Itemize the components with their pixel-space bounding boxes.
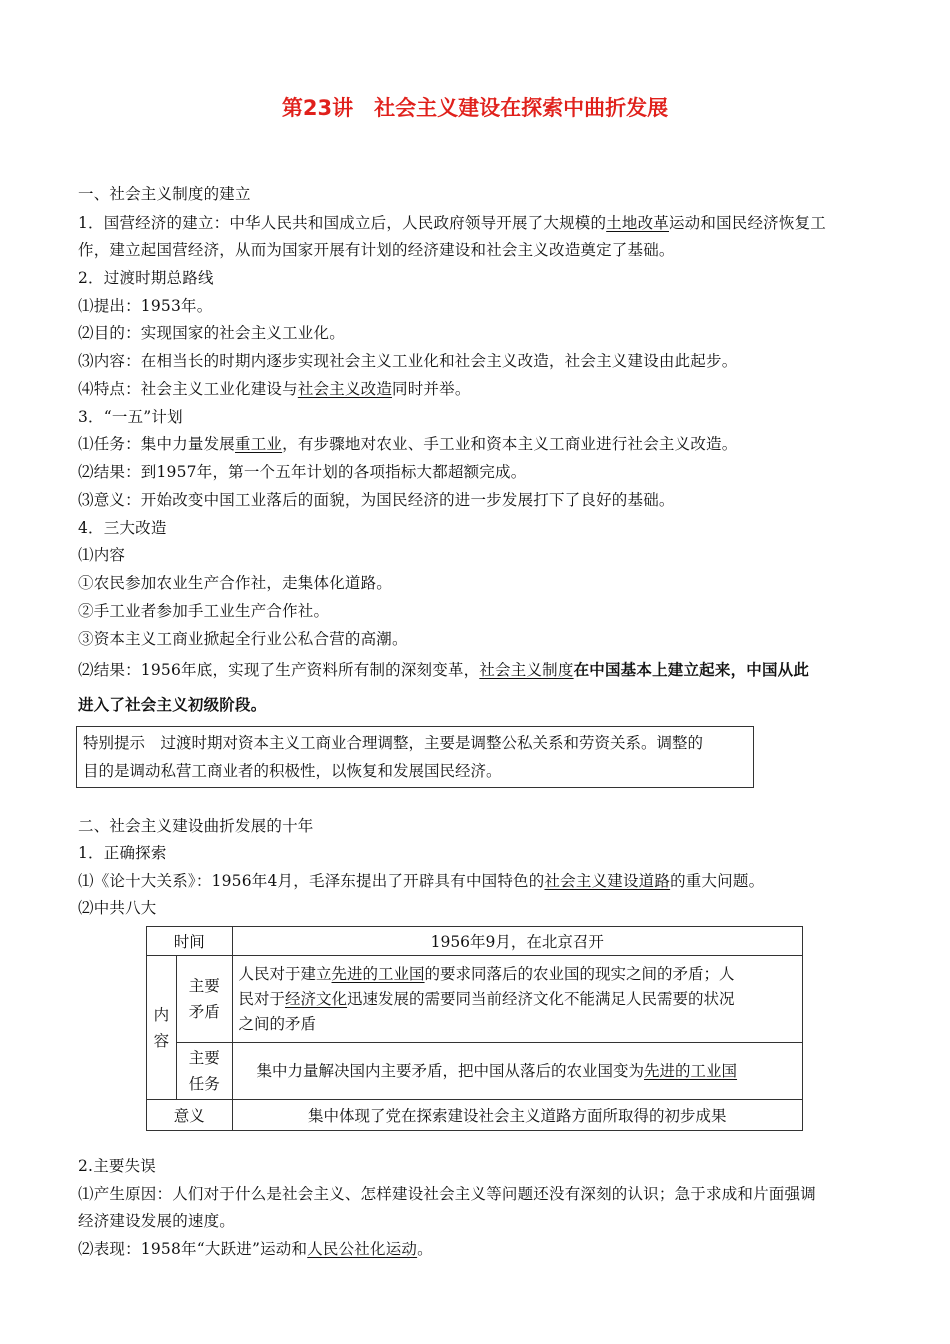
contradiction-label: [176, 956, 232, 1043]
text: 迅速发展的需要同当前经济文化不能满足人民需要的状况: [347, 989, 735, 1008]
paragraph-s2-2-item-2: [78, 1239, 878, 1259]
text: ⑵结果：1956年底，实现了生产资料所有制的深刻变革，: [78, 661, 480, 679]
paragraph-3-item-3: ⑶意义：开始改变中国工业落后的面貌，为国民经济的进一步发展打下了良好的基础。: [78, 491, 675, 509]
contradiction-line-2: [239, 987, 796, 1012]
contradiction-label-1: 主要: [188, 977, 220, 995]
tip-box: [76, 726, 754, 788]
paragraph-1-line-1: [78, 213, 878, 233]
text: 。: [417, 1240, 433, 1258]
paragraph-s2-1-item-1: [78, 871, 878, 891]
contradiction-line-3: 之间的矛盾: [238, 1014, 317, 1033]
paragraph-s2-2-item-1-line-1: ⑴产生原因：人们对于什么是社会主义、怎样建设社会主义等问题还没有深刻的认识；急于求成和片面强调: [78, 1185, 816, 1203]
tip-line-1: 特别提示 过渡时期对资本主义工商业合理调整，主要是调整公私关系和劳资关系。调整的: [83, 734, 704, 752]
paragraph-2-item-3: ⑶内容：在相当长的时期内逐步实现社会主义工业化和社会主义改造，社会主义建设由此起步。: [78, 352, 738, 370]
underlined-term: 社会主义改造: [297, 380, 393, 398]
underlined-term: 先进的工业国: [331, 964, 425, 983]
section-1-heading: 一、社会主义制度的建立: [78, 185, 251, 203]
table-row-time: [147, 927, 803, 956]
time-value: 1956年9月，在北京召开: [232, 927, 802, 956]
underlined-term: 社会主义制度: [479, 661, 574, 679]
page-title: 第23讲 社会主义建设在探索中曲折发展: [281, 96, 669, 120]
paragraph-2-item-4: [78, 379, 878, 399]
text: ⑵表现：1958年“大跃进”运动和: [78, 1240, 308, 1258]
underlined-term: 人民公社化运动: [307, 1240, 418, 1258]
task-label-1: 主要: [188, 1049, 220, 1067]
time-label: 时间: [147, 927, 233, 956]
paragraph-3-item-2: ⑵结果：到1957年，第一个五年计划的各项指标大都超额完成。: [78, 463, 527, 481]
text: 同时并举。: [392, 380, 471, 398]
paragraph-4-item-2-line-2: 进入了社会主义初级阶段。: [78, 696, 267, 714]
paragraph-2-item-1: ⑴提出：1953年。: [78, 297, 213, 315]
paragraph-s2-2-item-1-line-2: 经济建设发展的速度。: [78, 1212, 236, 1230]
underlined-term: 先进的工业国: [644, 1061, 738, 1080]
text: ⑴任务：集中力量发展: [78, 435, 236, 453]
text: 人民对于建立: [238, 964, 332, 983]
task-label: [176, 1043, 232, 1100]
underlined-term: 经济文化: [285, 989, 348, 1008]
text: 的要求同落后的农业国的现实之间的矛盾；人: [424, 964, 735, 983]
paragraph-s2-1-heading: 1．正确探索: [78, 844, 167, 862]
table-row-significance: [147, 1100, 803, 1131]
tip-line-2: 目的是调动私营工商业者的积极性，以恢复和发展国民经济。: [83, 762, 502, 780]
paragraph-4-item-1c: ③资本主义工商业掀起全行业公私合营的高潮。: [78, 630, 408, 648]
contradiction-line-1: [239, 962, 796, 987]
text: ⑷特点：社会主义工业化建设与: [78, 380, 298, 398]
paragraph-4-item-1a: ①农民参加农业生产合作社，走集体化道路。: [78, 574, 393, 592]
text: 1．国营经济的建立：中华人民共和国成立后，人民政府领导开展了大规模的: [78, 214, 607, 232]
table-row-contradiction: [147, 956, 803, 1043]
significance-value: 集中体现了党在探索建设社会主义道路方面所取得的初步成果: [232, 1100, 802, 1131]
significance-label: 意义: [147, 1100, 233, 1131]
paragraph-2-item-2: ⑵目的：实现国家的社会主义工业化。: [78, 324, 345, 342]
paragraph-3-item-1: [78, 434, 878, 454]
underlined-term: 重工业: [235, 435, 283, 453]
underlined-term: 社会主义建设道路: [544, 872, 671, 890]
table-row-task: [147, 1043, 803, 1100]
paragraph-1-line-2: 作，建立起国营经济，从而为国家开展有计划的经济建设和社会主义改造奠定了基础。: [78, 241, 675, 259]
text: 运动和国民经济恢复工: [668, 214, 826, 232]
text: 民对于: [238, 989, 286, 1008]
paragraph-s2-2-heading: 2.主要失误: [78, 1157, 156, 1175]
eighth-congress-table: [146, 926, 803, 1131]
paragraph-3-heading: 3．“一五”计划: [78, 408, 183, 426]
underlined-term: 土地改革: [606, 214, 669, 232]
text: ，有步骤地对农业、手工业和资本主义工商业进行社会主义改造。: [282, 435, 738, 453]
content-label: [147, 956, 177, 1100]
content-label-2: 容: [153, 1031, 170, 1050]
paragraph-4-item-2-line-1: [78, 660, 878, 680]
contradiction-label-2: 矛盾: [188, 1003, 220, 1021]
contradiction-value: [232, 956, 802, 1043]
content-label-1: 内: [153, 1005, 170, 1024]
paragraph-4-item-1b: ②手工业者参加手工业生产合作社。: [78, 602, 330, 620]
text: 集中力量解决国内主要矛盾，把中国从落后的农业国变为: [256, 1061, 645, 1080]
paragraph-2-heading: 2．过渡时期总路线: [78, 269, 214, 287]
bold-text: 在中国基本上建立起来，中国从此: [573, 661, 810, 679]
text: ⑴《论十大关系》：1956年4月，毛泽东提出了开辟具有中国特色的: [78, 872, 545, 890]
paragraph-4-heading: 4．三大改造: [78, 519, 167, 537]
task-value: [232, 1043, 802, 1100]
task-label-2: 任务: [188, 1075, 220, 1093]
paragraph-s2-1-item-2: ⑵中共八大: [78, 899, 157, 917]
text: 的重大问题。: [670, 872, 765, 890]
section-2-heading: 二、社会主义建设曲折发展的十年: [78, 817, 314, 835]
paragraph-4-item-1: ⑴内容: [78, 546, 126, 564]
